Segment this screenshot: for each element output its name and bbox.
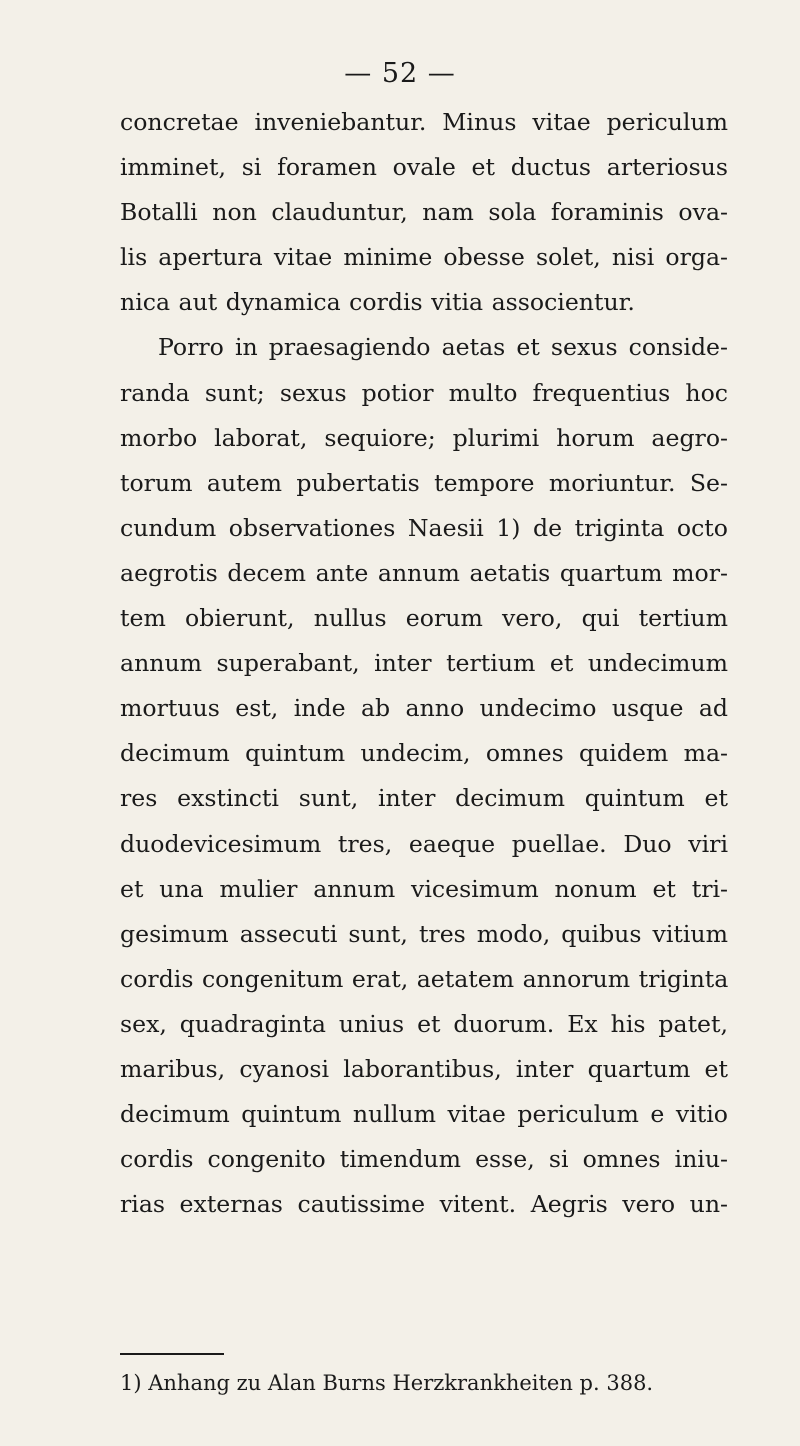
text-line: annum superabant, inter tertium et undecimum [120, 649, 728, 678]
text-line: gesimum assecuti sunt, tres modo, quibus vitium [120, 919, 728, 948]
text-line: torum autem pubertatis tempore moriuntur. Se- [120, 468, 728, 497]
text-line: lis apertura vitae minime obesse solet, nisi orga- [120, 243, 728, 272]
text-line: decimum quintum undecim, omnes quidem ma- [120, 739, 728, 768]
footnote: 1) Anhang zu Alan Burns Herzkrankheiten p. 388. [120, 1371, 654, 1395]
text-line: Botalli non clauduntur, nam sola foraminis ova- [120, 198, 728, 227]
text-line: duodevicesimum tres, eaeque puellae. Duo viri [120, 829, 728, 858]
text-line: decimum quintum nullum vitae periculum e vitio [120, 1100, 728, 1129]
text-line: aegrotis decem ante annum aetatis quartum mor- [120, 558, 728, 587]
text-line: Porro in praesagiendo aetas et sexus conside- [158, 333, 728, 362]
text-line: tem obierunt, nullus eorum vero, qui tertium [120, 604, 728, 633]
text-line: morbo laborat, sequiore; plurimi horum aegro- [120, 423, 728, 452]
text-line: mortuus est, inde ab anno undecimo usque ad [120, 694, 728, 723]
text-line: nica aut dynamica cordis vitia associentur. [120, 288, 635, 317]
text-line: et una mulier annum vicesimum nonum et tri- [120, 874, 728, 903]
text-line: cordis congenitum erat, aetatem annorum triginta [120, 964, 729, 993]
text-line: randa sunt; sexus potior multo frequentius hoc [120, 378, 728, 407]
text-line: cundum observationes Naesii 1) de triginta octo [120, 513, 728, 542]
text-line: imminet, si foramen ovale et ductus arteriosus [120, 153, 728, 182]
text-line: rias externas cautissime vitent. Aegris vero un- [120, 1190, 728, 1219]
text-line: cordis congenito timendum esse, si omnes iniu- [120, 1145, 728, 1174]
text-line: maribus, cyanosi laborantibus, inter quartum et [120, 1054, 728, 1083]
text-line: sex, quadraginta unius et duorum. Ex his patet, [120, 1009, 728, 1038]
footnote-divider [120, 1353, 224, 1355]
text-line: concretae inveniebantur. Minus vitae periculum [120, 108, 728, 136]
page-number: — 52 — [344, 58, 456, 89]
body-text [120, 100, 728, 1227]
text-line: res exstincti sunt, inter decimum quintum et [120, 784, 728, 813]
